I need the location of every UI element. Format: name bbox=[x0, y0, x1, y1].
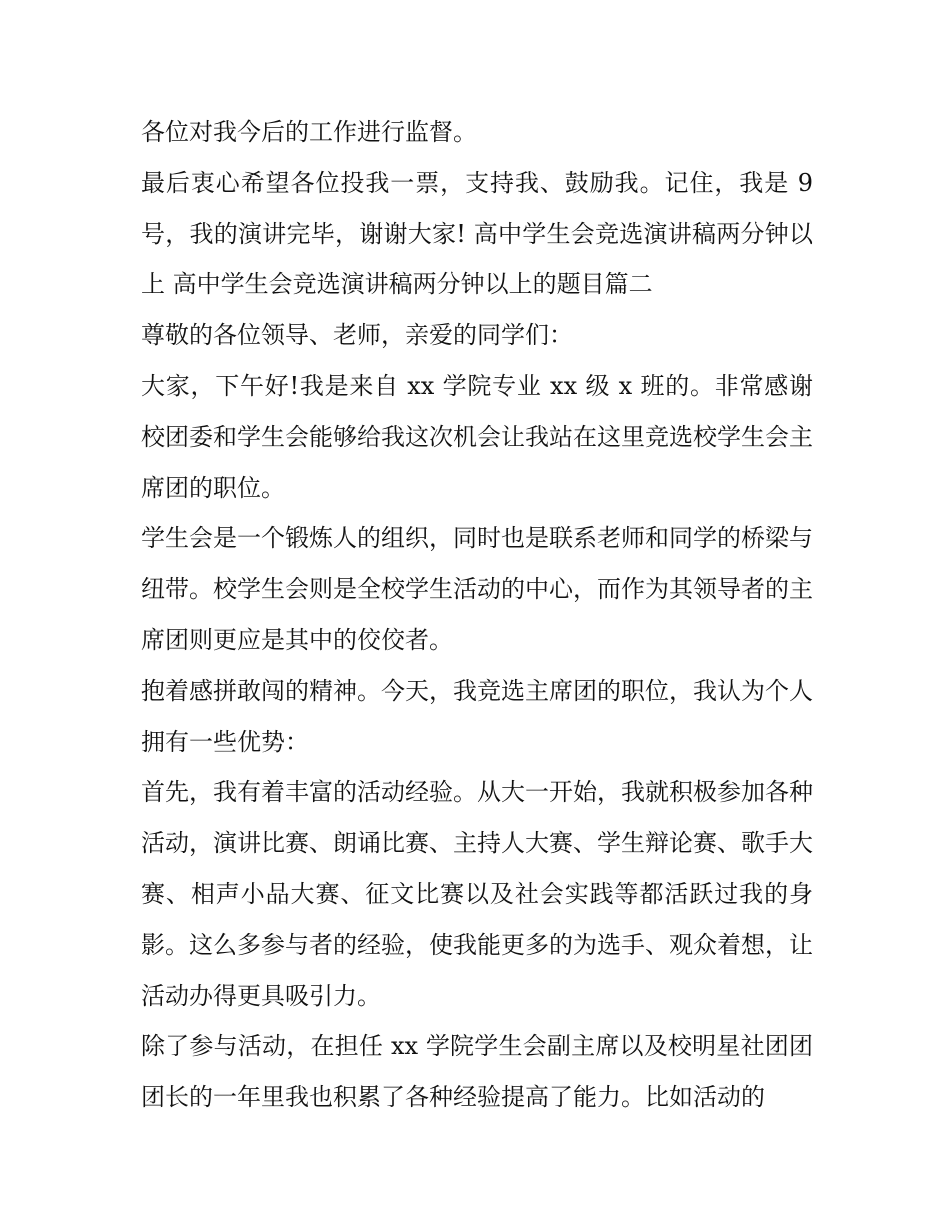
paragraph: 除了参与活动，在担任 xx 学院学生会副主席以及校明星社团团团长的一年里我也积累了各种经验提高了能力。比如活动的 bbox=[141, 1032, 813, 1112]
document-body bbox=[141, 107, 813, 1123]
paragraph: 学生会是一个锻炼人的组织，同时也是联系老师和同学的桥梁与纽带。校学生会则是全校学生活动的中心，而作为其领导者的主席团则更应是其中的佼佼者。 bbox=[141, 524, 813, 654]
paragraph: 首先，我有着丰富的活动经验。从大一开始，我就积极参加各种活动，演讲比赛、朗诵比赛、主持人大赛、学生辩论赛、歌手大赛、相声小品大赛、征文比赛以及社会实践等都活跃过我的身影。这么多参与者的经验，使我能更多的为选手、观众着想，让活动办得更具吸引力。 bbox=[141, 778, 813, 1010]
paragraph: 尊敬的各位领导、老师，亲爱的同学们： bbox=[141, 321, 573, 350]
paragraph: 各位对我今后的工作进行监督。 bbox=[141, 118, 477, 146]
paragraph: 大家，下午好!我是来自 xx 学院专业 xx 级 x 班的。非常感谢校团委和学生会能够给我这次机会让我站在这里竞选校学生会主席团的职位。 bbox=[141, 371, 813, 502]
paragraph: 抱着感拼敢闯的精神。今天，我竞选主席团的职位，我认为个人拥有一些优势： bbox=[141, 676, 813, 756]
paragraph: 最后衷心希望各位投我一票，支持我、鼓励我。记住，我是 9 号，我的演讲完毕，谢谢大家! 高中学生会竞选演讲稿两分钟以上 高中学生会竞选演讲稿两分钟以上的题目篇二 bbox=[141, 168, 813, 299]
